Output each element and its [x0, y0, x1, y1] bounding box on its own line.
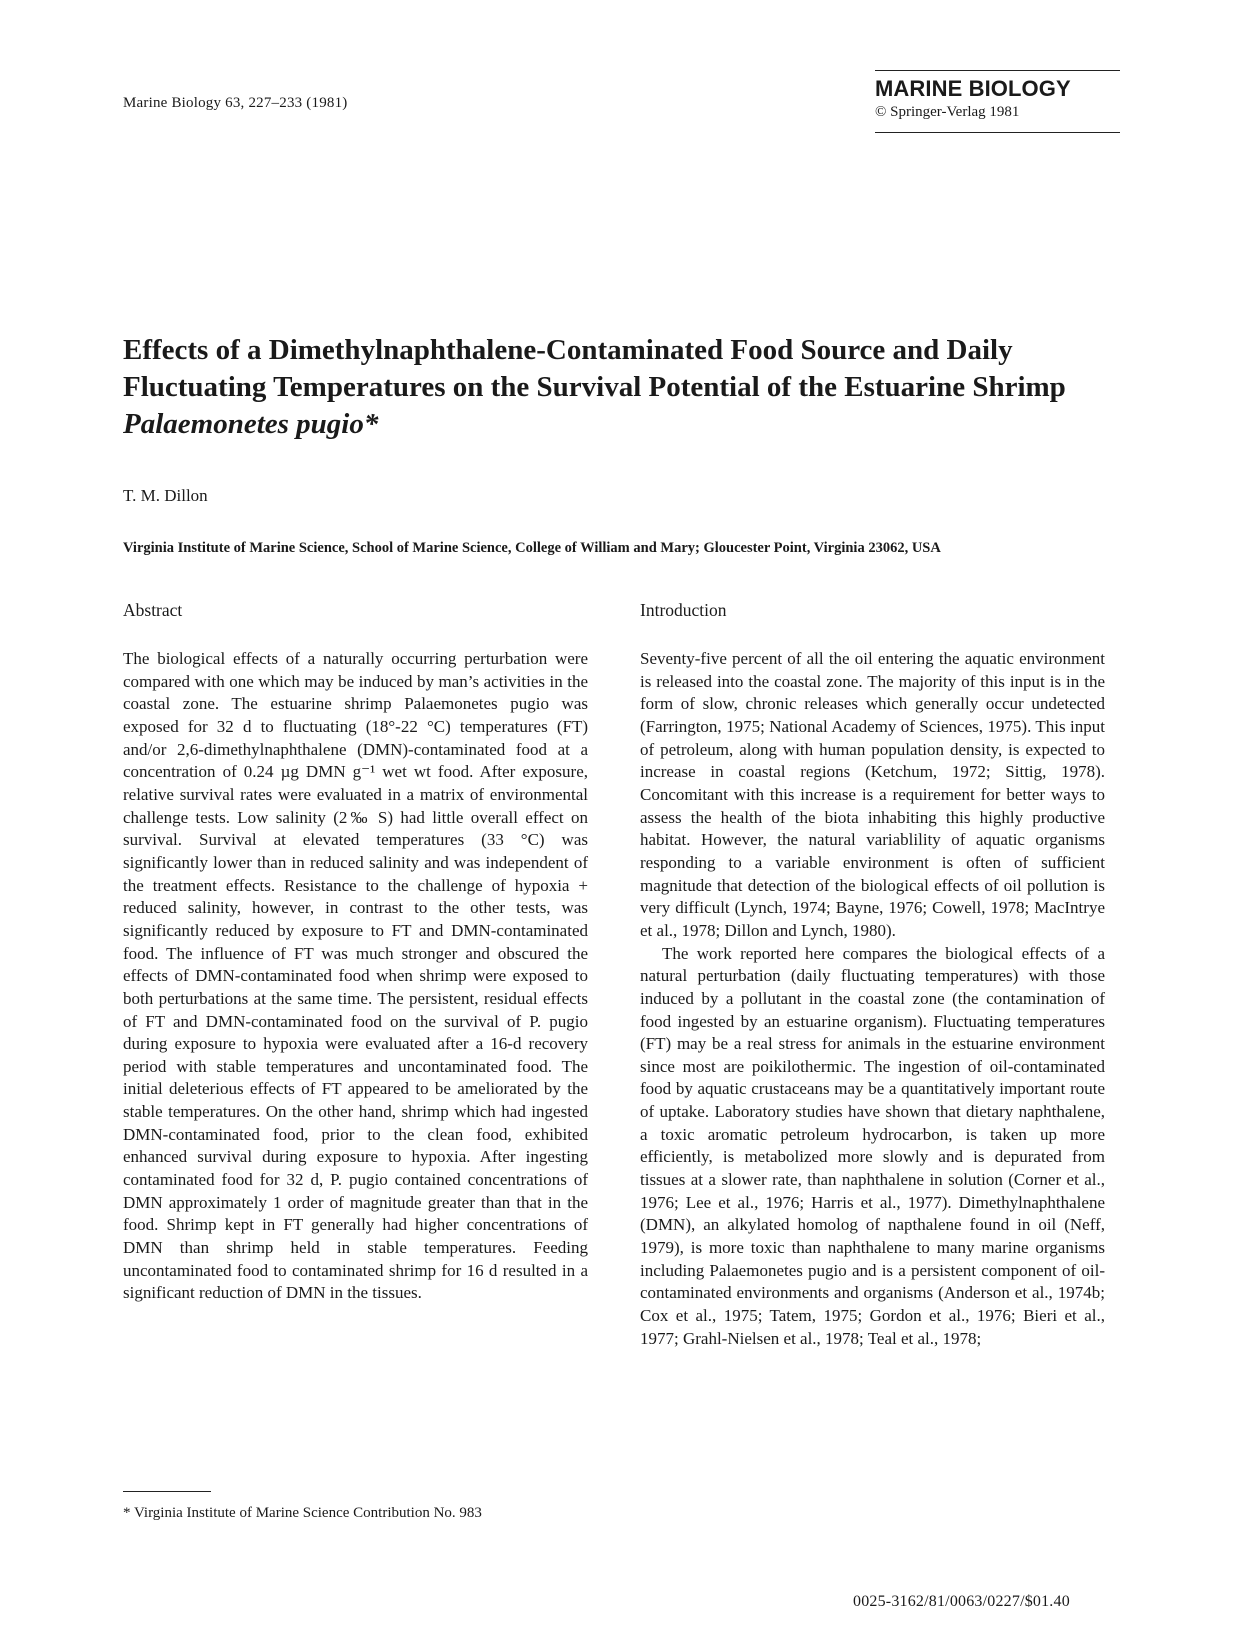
masthead-top-rule [875, 70, 1120, 71]
masthead-title: MARINE BIOLOGY [875, 76, 1071, 101]
introduction-column [640, 648, 1105, 1350]
abstract-text: The biological effects of a naturally occurring perturbation were compared with one which may be induced by man’s activities in the coastal zone. The estuarine shrimp Palaemonetes pugio was exposed for 32 d to fluctuating (18°-22 °C) temperatures (FT) and/or 2,6-dimethylnaphthalene (DMN)-contaminated food at a concentration of 0.24 µg DMN g⁻¹ wet wt food. After exposure, relative survival rates were evaluated in a matrix of environmental challenge tests. Low salinity (2‰ S) had little overall effect on survival. Survival at elevated temperatures (33 °C) was significantly lower than in reduced salinity and was independent of the treatment effects. Resistance to the challenge of hypoxia + reduced salinity, however, in contrast to the other tests, was significantly reduced by exposure to FT and DMN-contaminated food. The influence of FT was much stronger and obscured the effects of DMN-contaminated food when shrimp were exposed to both perturbations at the same time. The persistent, residual effects of FT and DMN-contaminated food on the survival of P. pugio during exposure to hypoxia were evaluated after a 16-d recovery period with stable temperatures and uncontaminated food. The initial deleterious effects of FT appeared to be ameliorated by the stable temperatures. On the other hand, shrimp which had ingested DMN-contaminated food, prior to the clean food, exhibited enhanced survival during exposure to hypoxia. After ingesting contaminated food for 32 d, P. pugio contained concentrations of DMN approximately 1 order of magnitude greater than that in the food. Shrimp kept in FT generally had higher concentrations of DMN than shrimp held in stable temperatures. Feeding uncontaminated food to contaminated shrimp for 16 d resulted in a significant reduction of DMN in the tissues. [123, 649, 588, 1303]
article-title [123, 332, 1123, 443]
article-title-species: Palaemonetes pugio* [123, 408, 379, 440]
footnote-rule [123, 1491, 211, 1492]
introduction-paragraph-2: The work reported here compares the biological effects of a natural perturbation (daily fluctuating temperatures) with those induced by a pollutant in the coastal zone (the contamination of food ingested by an estuarine organism). Fluctuating temperatures (FT) may be a real stress for animals in the estuarine environment since most are poikilothermic. The ingestion of oil-contaminated food by aquatic crustaceans may be a quantitatively important route of uptake. Laboratory studies have shown that dietary naphthalene, a toxic aromatic petroleum hydrocarbon, is taken up more efficiently, is metabolized more slowly and is depurated from tissues at a slower rate, than naphthalene in solution (Corner et al., 1976; Lee et al., 1976; Harris et al., 1977). Dimethylnaphthalene (DMN), an alkylated homolog of napthalene found in oil (Neff, 1979), is more toxic than naphthalene to many marine organisms including Palaemonetes pugio and is a persistent component of oil-contaminated environments and organisms (Anderson et al., 1974b; Cox et al., 1975; Tatem, 1975; Gordon et al., 1976; Bieri et al., 1977; Grahl-Nielsen et al., 1978; Teal et al., 1978; [640, 943, 1105, 1348]
journal-reference: Marine Biology 63, 227–233 (1981) [123, 95, 348, 111]
article-title-main: Effects of a Dimethylnaphthalene-Contaminated Food Source and Daily Fluctuating Temperatures on the Survival Potential of the Estuarine Shrimp [123, 334, 1066, 403]
masthead-copyright: © Springer-Verlag 1981 [875, 104, 1020, 120]
author-name: T. M. Dillon [123, 486, 208, 505]
introduction-paragraph-1: Seventy-five percent of all the oil entering the aquatic environment is released into the coastal zone. The majority of this input is in the form of slow, chronic releases which generally occur undetected (Farrington, 1975; National Academy of Sciences, 1975). This input of petroleum, along with human population density, is expected to increase in coastal regions (Ketchum, 1972; Sittig, 1978). Concomitant with this increase is a requirement for better ways to assess the health of the biota inhabiting this highly productive habitat. However, the natural variablility of aquatic organisms responding to a variable environment is often of sufficient magnitude that detection of the biological effects of oil pollution is very difficult (Lynch, 1974; Bayne, 1976; Cowell, 1978; MacIntrye et al., 1978; Dillon and Lynch, 1980). [640, 649, 1105, 940]
footnote: * Virginia Institute of Marine Science Contribution No. 983 [123, 1505, 482, 1521]
article-code: 0025-3162/81/0063/0227/$01.40 [853, 1593, 1070, 1610]
author-affiliation: Virginia Institute of Marine Science, School of Marine Science, College of William and Mary; Gloucester Point, Virginia 23062, USA [123, 540, 941, 556]
introduction-heading: Introduction [640, 600, 727, 620]
masthead-bottom-rule [875, 132, 1120, 133]
abstract-column [123, 648, 588, 1305]
abstract-heading: Abstract [123, 600, 183, 620]
